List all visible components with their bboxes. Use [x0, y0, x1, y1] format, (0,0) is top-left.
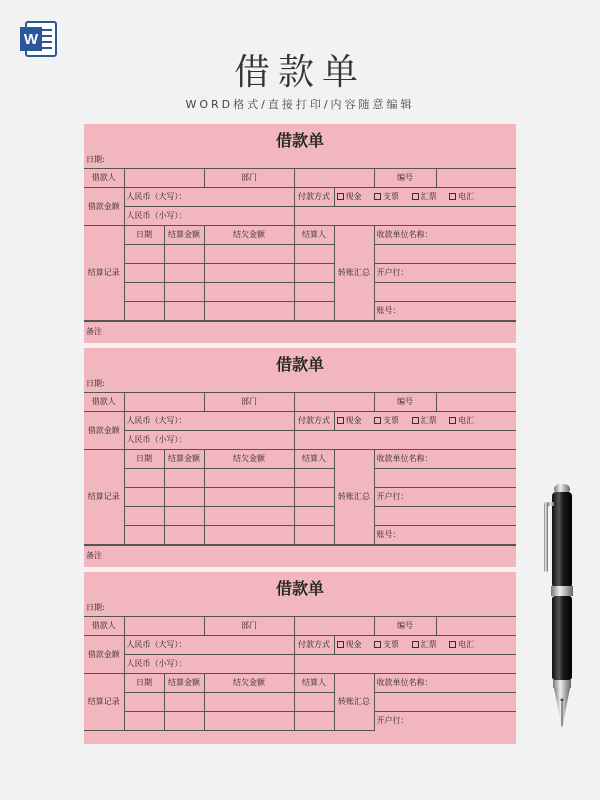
settlement-label: 结算记录: [84, 450, 124, 545]
table-cell[interactable]: [164, 712, 204, 731]
blank-cell: [294, 655, 516, 674]
payment-options: [334, 412, 516, 431]
table-cell[interactable]: [204, 245, 294, 264]
checkbox-icon: [337, 417, 344, 424]
payment-option-check[interactable]: 支票: [374, 192, 399, 201]
settlement-label: 结算记录: [84, 674, 124, 731]
settlement-label: 结算记录: [84, 226, 124, 321]
number-label: 编号: [374, 169, 436, 188]
account-field[interactable]: 账号：: [374, 302, 516, 321]
bank-space[interactable]: [374, 283, 516, 302]
page-subtitle: WORD格式/直接打印/内容随意编辑: [185, 98, 415, 111]
col-settled-amount: 结算金额: [164, 674, 204, 693]
payment-option-check[interactable]: 支票: [374, 640, 399, 649]
col-date: 日期: [124, 450, 164, 469]
checkbox-icon: [412, 417, 419, 424]
table-cell[interactable]: [294, 507, 334, 526]
transfer-label: 转账汇总: [334, 226, 374, 321]
borrower-field[interactable]: [124, 169, 204, 188]
table-cell[interactable]: [294, 526, 334, 545]
payment-option-wire[interactable]: 电汇: [449, 416, 474, 425]
checkbox-icon: [412, 193, 419, 200]
borrower-label: 借款人: [84, 169, 124, 188]
col-date: 日期: [124, 674, 164, 693]
loan-table: [84, 616, 516, 731]
table-cell[interactable]: [124, 283, 164, 302]
table-cell[interactable]: [124, 507, 164, 526]
table-cell[interactable]: [204, 526, 294, 545]
table-cell[interactable]: [124, 302, 164, 321]
table-cell[interactable]: [294, 245, 334, 264]
table-cell[interactable]: [164, 507, 204, 526]
col-settler: 结算人: [294, 450, 334, 469]
rmb-upper-field[interactable]: 人民币（大写）：: [124, 412, 294, 431]
transfer-label: 转账汇总: [334, 450, 374, 545]
col-settler: 结算人: [294, 674, 334, 693]
payee-name-field[interactable]: 收款单位名称：: [374, 226, 516, 245]
table-cell[interactable]: [294, 693, 334, 712]
amount-label: 借款金额: [84, 188, 124, 226]
remark-label[interactable]: 备注: [84, 545, 516, 566]
payment-options: [334, 188, 516, 207]
form-title: 借款单: [275, 355, 324, 374]
table-cell[interactable]: [124, 469, 164, 488]
loan-form-sheet: [84, 348, 516, 567]
rmb-lower-field[interactable]: 人民币（小写）：: [124, 655, 294, 674]
payee-name-field[interactable]: 收款单位名称：: [374, 450, 516, 469]
col-outstanding-amount: 结欠金额: [204, 226, 294, 245]
checkbox-icon: [449, 193, 456, 200]
loan-form-sheet: [84, 572, 516, 744]
number-label: 编号: [374, 393, 436, 412]
table-cell[interactable]: [204, 302, 294, 321]
payment-options: [334, 636, 516, 655]
remark-label[interactable]: 备注: [84, 321, 516, 342]
table-cell[interactable]: [164, 245, 204, 264]
table-cell[interactable]: [294, 264, 334, 283]
table-cell[interactable]: [204, 264, 294, 283]
table-cell[interactable]: [294, 283, 334, 302]
page-title: 借款单: [233, 52, 366, 93]
loan-form-sheet: [84, 124, 516, 343]
table-cell[interactable]: [164, 488, 204, 507]
form-title: 借款单: [275, 131, 324, 150]
table-cell[interactable]: [294, 302, 334, 321]
table-cell[interactable]: [294, 712, 334, 731]
payment-option-wire[interactable]: 电汇: [449, 192, 474, 201]
payment-option-draft[interactable]: 汇票: [412, 416, 437, 425]
table-cell[interactable]: [124, 264, 164, 283]
payee-name-space[interactable]: [374, 245, 516, 264]
payment-method-label: 付款方式: [294, 636, 334, 655]
payment-option-draft[interactable]: 汇票: [412, 640, 437, 649]
blank-cell: [294, 207, 516, 226]
number-field[interactable]: [436, 169, 516, 188]
table-cell[interactable]: [294, 469, 334, 488]
number-label: 编号: [374, 617, 436, 636]
department-label: 部门: [204, 617, 294, 636]
table-cell[interactable]: [294, 488, 334, 507]
bank-field[interactable]: 开户行：: [374, 712, 516, 731]
checkbox-icon: [337, 641, 344, 648]
table-cell[interactable]: [164, 302, 204, 321]
table-cell[interactable]: [204, 488, 294, 507]
department-label: 部门: [204, 169, 294, 188]
number-field[interactable]: [436, 393, 516, 412]
borrower-field[interactable]: [124, 617, 204, 636]
col-outstanding-amount: 结欠金额: [204, 674, 294, 693]
form-title: 借款单: [275, 579, 324, 598]
checkbox-icon: [412, 641, 419, 648]
checkbox-icon: [374, 193, 381, 200]
date-label: 日期:: [86, 155, 105, 164]
payment-option-cash[interactable]: 现金: [337, 640, 362, 649]
checkbox-icon: [449, 417, 456, 424]
department-field[interactable]: [294, 393, 374, 412]
fountain-pen-icon: [540, 480, 584, 740]
payment-option-cash[interactable]: 现金: [337, 416, 362, 425]
borrower-label: 借款人: [84, 617, 124, 636]
table-cell[interactable]: [204, 283, 294, 302]
department-field[interactable]: [294, 617, 374, 636]
date-label: 日期:: [86, 603, 105, 612]
table-cell[interactable]: [124, 245, 164, 264]
col-outstanding-amount: 结欠金额: [204, 450, 294, 469]
payment-method-label: 付款方式: [294, 188, 334, 207]
payee-name-space[interactable]: [374, 469, 516, 488]
table-cell[interactable]: [204, 507, 294, 526]
payment-option-draft[interactable]: 汇票: [412, 192, 437, 201]
table-cell[interactable]: [124, 693, 164, 712]
payment-option-check[interactable]: 支票: [374, 416, 399, 425]
account-field[interactable]: 账号：: [374, 526, 516, 545]
number-field[interactable]: [436, 617, 516, 636]
checkbox-icon: [337, 193, 344, 200]
payment-method-label: 付款方式: [294, 412, 334, 431]
col-settled-amount: 结算金额: [164, 226, 204, 245]
payment-option-cash[interactable]: 现金: [337, 192, 362, 201]
table-cell[interactable]: [164, 264, 204, 283]
table-cell[interactable]: [204, 469, 294, 488]
table-cell[interactable]: [124, 712, 164, 731]
bank-field[interactable]: 开户行：: [374, 488, 516, 507]
table-cell[interactable]: [164, 526, 204, 545]
borrower-label: 借款人: [84, 393, 124, 412]
amount-label: 借款金额: [84, 412, 124, 450]
table-cell[interactable]: [164, 469, 204, 488]
table-cell[interactable]: [124, 526, 164, 545]
payee-name-space[interactable]: [374, 693, 516, 712]
loan-table: [84, 392, 516, 545]
table-cell[interactable]: [164, 283, 204, 302]
table-cell[interactable]: [124, 488, 164, 507]
table-cell[interactable]: [204, 712, 294, 731]
rmb-lower-field[interactable]: 人民币（小写）：: [124, 207, 294, 226]
department-label: 部门: [204, 393, 294, 412]
table-cell[interactable]: [164, 693, 204, 712]
amount-label: 借款金额: [84, 636, 124, 674]
borrower-field[interactable]: [124, 393, 204, 412]
col-date: 日期: [124, 226, 164, 245]
transfer-label: 转账汇总: [334, 674, 374, 731]
rmb-upper-field[interactable]: 人民币（大写）：: [124, 188, 294, 207]
loan-table: [84, 168, 516, 321]
svg-text:W: W: [23, 31, 39, 48]
checkbox-icon: [449, 641, 456, 648]
rmb-upper-field[interactable]: 人民币（大写）：: [124, 636, 294, 655]
table-cell[interactable]: [204, 693, 294, 712]
col-settled-amount: 结算金额: [164, 450, 204, 469]
checkbox-icon: [374, 641, 381, 648]
col-settler: 结算人: [294, 226, 334, 245]
payment-option-wire[interactable]: 电汇: [449, 640, 474, 649]
checkbox-icon: [374, 417, 381, 424]
department-field[interactable]: [294, 169, 374, 188]
blank-cell: [294, 431, 516, 450]
bank-space[interactable]: [374, 507, 516, 526]
date-label: 日期:: [86, 379, 105, 388]
bank-field[interactable]: 开户行：: [374, 264, 516, 283]
payee-name-field[interactable]: 收款单位名称：: [374, 674, 516, 693]
rmb-lower-field[interactable]: 人民币（小写）：: [124, 431, 294, 450]
